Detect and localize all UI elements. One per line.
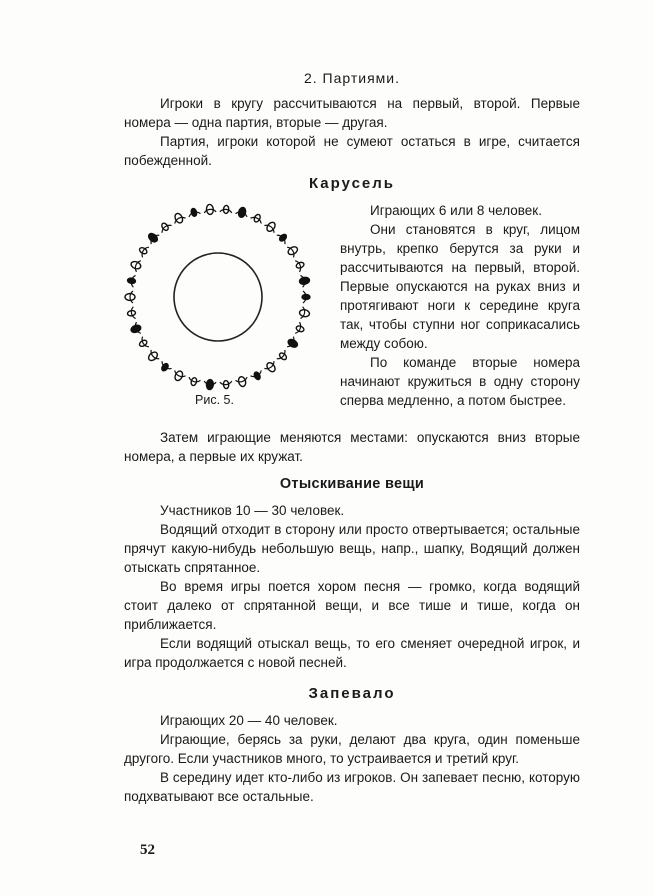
player-figure (158, 220, 172, 234)
section-text (124, 94, 580, 170)
paragraph: Водящий отходит в сторону или просто отвертывается; остальные прячут какую-нибудь небольшую вещь, напр., шапку, Водящий должен отыскать спрятанное. (124, 522, 580, 575)
paragraph: Игроки в кругу рассчитываются на первый, второй. Первые номера — одна партия, вторые — другая. (124, 96, 580, 130)
player-figure (171, 369, 186, 383)
player-figure (294, 258, 306, 272)
player-figure (158, 360, 172, 374)
players-ring (125, 204, 311, 390)
paragraph: Они становятся в круг, лицом внутрь, крепко берутся за руки и рассчитываются на первый, второй. Первые опускаются на руках вниз и протягивают ноги к середине круга так, чтобы ступни ног соприкасались между собою. (340, 222, 580, 351)
player-figure (298, 306, 310, 320)
player-figure (203, 379, 216, 390)
player-figure (187, 376, 201, 387)
player-figure (220, 380, 233, 389)
player-figure (126, 307, 136, 320)
player-figure (263, 360, 279, 375)
paragraph: В середину идет кто-либо из игроков. Он запевает песню, которую подхватывают все остальные. (124, 770, 580, 804)
player-figure (294, 322, 306, 336)
player-figure (145, 348, 160, 364)
figure-caption: Рис. 5. (195, 393, 234, 407)
paragraph: Участников 10 — 30 человек. (160, 503, 345, 518)
player-figure (285, 336, 300, 351)
paragraph: Играющих 6 или 8 человек. (370, 203, 542, 218)
player-figure (137, 336, 150, 350)
zapevalo-text (124, 711, 580, 806)
player-figure (129, 258, 143, 273)
player-figure (171, 211, 186, 225)
player-figure (145, 230, 160, 246)
player-figure (220, 205, 233, 214)
otyskivanie-text (124, 501, 580, 672)
page-number: 52 (140, 842, 155, 858)
figure-circle-of-players (120, 196, 320, 414)
player-figure (298, 274, 310, 288)
player-figure (129, 321, 143, 336)
player-figure (276, 349, 290, 363)
paragraph: Играющие, берясь за руки, делают два круга, один поменьше другого. Если участников много, то устраивается и третий круг. (124, 732, 580, 766)
paragraph: Партия, игроки которой не сумеют остаться в игре, считается побежденной. (124, 134, 580, 168)
paragraph: Во время игры поется хором песня — громко, когда водящий стоит далеко от спрятанной вещи, и все тише и тише, когда он приближается. (124, 579, 580, 632)
player-figure (235, 375, 249, 388)
karusel-text (340, 201, 580, 410)
paragraph: По команде вторые номера начинают кружиться в одну сторону сперва медленно, а потом быстрее. (340, 355, 580, 408)
player-figure (126, 274, 136, 287)
game-title-otyskivanie: Отыскивание вещи (279, 476, 425, 492)
game-title-zapevalo: Запевало (308, 685, 396, 702)
circle-diagram (120, 196, 320, 414)
player-figure (235, 206, 249, 219)
game-title-karusel: Карусель (308, 175, 396, 192)
player-figure (285, 243, 300, 258)
player-figure (250, 370, 264, 383)
paragraph: Затем играющие меняются местами: опускаются вниз вторые номера, а первые их кружат. (124, 430, 580, 464)
inner-circle (174, 253, 262, 341)
player-figure (276, 231, 290, 245)
player-figure (263, 219, 279, 234)
paragraph: Если водящий отыскал вещь, то его сменяет очередной игрок, и игра продолжается с новой песней. (124, 636, 580, 670)
player-figure (125, 291, 135, 303)
paragraph: Играющих 20 — 40 человек. (160, 713, 338, 728)
karusel-after-text (124, 428, 580, 466)
player-figure (187, 207, 201, 218)
player-figure (203, 204, 216, 215)
section-title: 2. Партиями. (303, 70, 401, 86)
player-figure (137, 243, 150, 257)
player-figure (302, 291, 310, 303)
player-figure (250, 212, 264, 225)
